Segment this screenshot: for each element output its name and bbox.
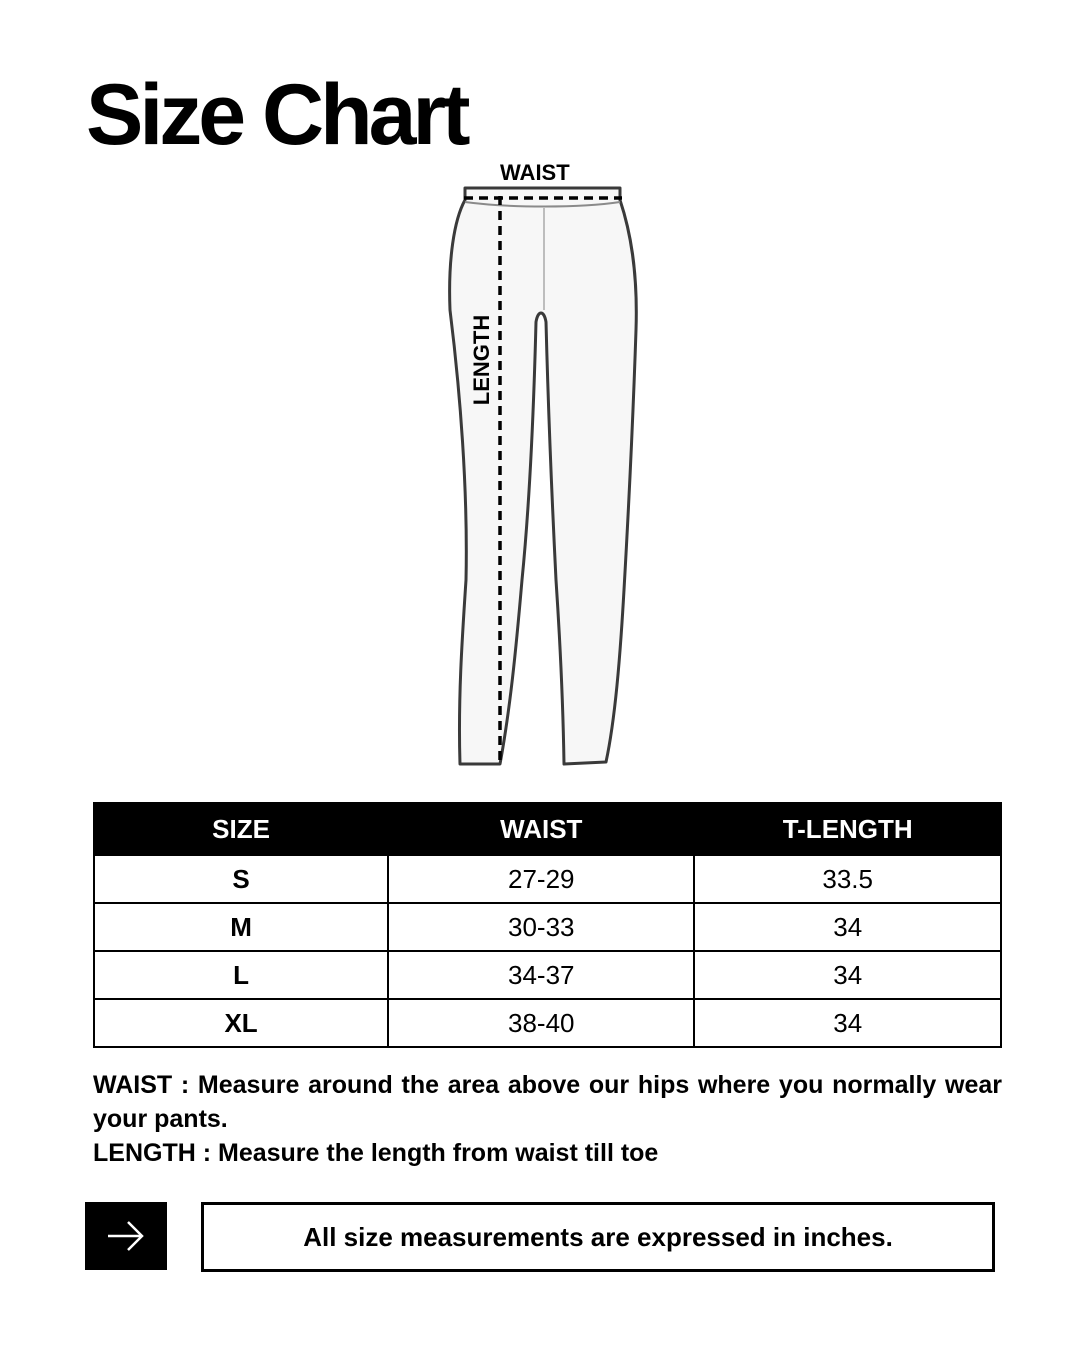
waist-label: WAIST [500,160,570,185]
waist-cell: 30-33 [388,903,694,951]
length-cell: 33.5 [694,855,1001,903]
arrow-button [85,1202,167,1270]
measurement-notes [93,1068,1002,1170]
length-note: LENGTH : Measure the length from waist till toe [93,1139,659,1167]
page-title: Size Chart [86,67,467,163]
size-cell: L [94,951,388,999]
table-row [94,903,1001,951]
size-cell: S [94,855,388,903]
units-note: All size measurements are expressed in inches. [303,1221,893,1252]
length-cell: 34 [694,951,1001,999]
header-waist: WAIST [388,803,694,855]
leggings-icon [440,160,650,780]
waist-cell: 27-29 [388,855,694,903]
waist-cell: 38-40 [388,999,694,1047]
waist-note: WAIST : Measure around the area above our hips where you normally wear your pants. [93,1071,1002,1133]
table-row [94,855,1001,903]
size-cell: M [94,903,388,951]
header-t-length: T-LENGTH [694,803,1001,855]
length-cell: 34 [694,903,1001,951]
units-note-box [201,1202,995,1272]
size-cell: XL [94,999,388,1047]
length-label: LENGTH [469,314,494,406]
header-size: SIZE [94,803,388,855]
arrow-right-icon [104,1218,148,1254]
length-cell: 34 [694,999,1001,1047]
size-table [93,802,1002,1048]
waist-cell: 34-37 [388,951,694,999]
table-row [94,999,1001,1047]
table-header-row [94,803,1001,855]
table-row [94,951,1001,999]
